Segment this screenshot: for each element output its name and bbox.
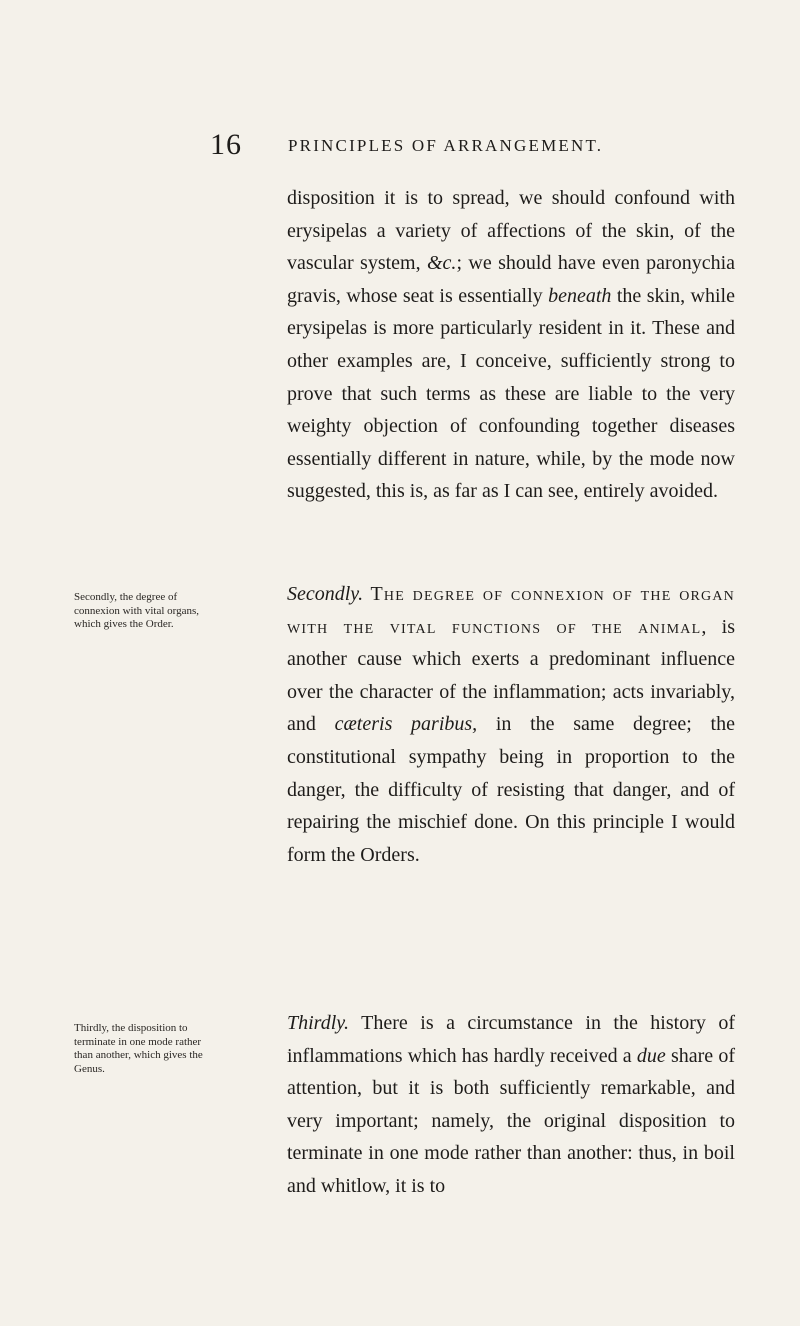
paragraph-2-lead: Secondly.: [287, 583, 364, 605]
paragraph-2-emphasis: cæteris paribus,: [334, 713, 478, 736]
paragraph-1-text-a: disposition it is to spread, we should confound with erysipelas a variety of affections of the skin, of the vascular system,: [287, 187, 735, 275]
page-number: 16: [210, 128, 242, 161]
margin-note-secondly: Secondly, the degree of connexion with vital organs, which gives the Order.: [74, 591, 200, 631]
page-header: [210, 128, 710, 168]
paragraph-1-text-b: ; we should have even paronychia gravis, whose seat is essentially: [287, 252, 736, 307]
paragraph-3-emphasis: due: [636, 1044, 666, 1067]
paragraph-3-lead: Thirdly.: [287, 1012, 350, 1034]
paragraph-3-text-b: share of attention, but it is both sufficiently remarkable, and very important; namely, the original disposition to terminate in one mode rather than another: thus, in boil and whitlow, it is to: [287, 1044, 735, 1197]
margin-note-thirdly: Thirdly, the disposition to terminate in one mode rather than another, which gives the Genus.: [74, 1022, 203, 1075]
paragraph-2: [287, 578, 735, 871]
paragraph-2-text-b: in the same degree; the constitutional sympathy being in proportion to the danger, the difficulty of resisting that danger, and of repairing the mischief done. On this principle I would form the Orders.: [287, 713, 735, 866]
paragraph-3-text-a: There is a circumstance in the history of inflammations which has hardly received a: [287, 1012, 735, 1067]
paragraph-1: [287, 182, 735, 508]
paragraph-2-text-a: is another cause which exerts a predominant influence over the character of the inflammation; acts invariably, and: [287, 615, 735, 736]
paragraph-1-text-c: the skin, while erysipelas is more particularly resident in it. These and other examples are, I conceive, sufficiently strong to prove that such terms as these are liable to the very weighty objection of confounding together diseases essentially different in nature, while, by the mode now suggested, this is, as far as I can see, entirely avoided.: [287, 284, 735, 503]
paragraph-1-etc: &c.: [427, 252, 457, 275]
paragraph-1-emphasis: beneath: [548, 284, 612, 307]
paragraph-2-smallcaps: The degree of connexion of the organ with the vital functions of the animal,: [287, 583, 735, 638]
running-head: PRINCIPLES OF ARRANGEMENT.: [288, 136, 604, 155]
paragraph-3: [287, 1007, 735, 1203]
